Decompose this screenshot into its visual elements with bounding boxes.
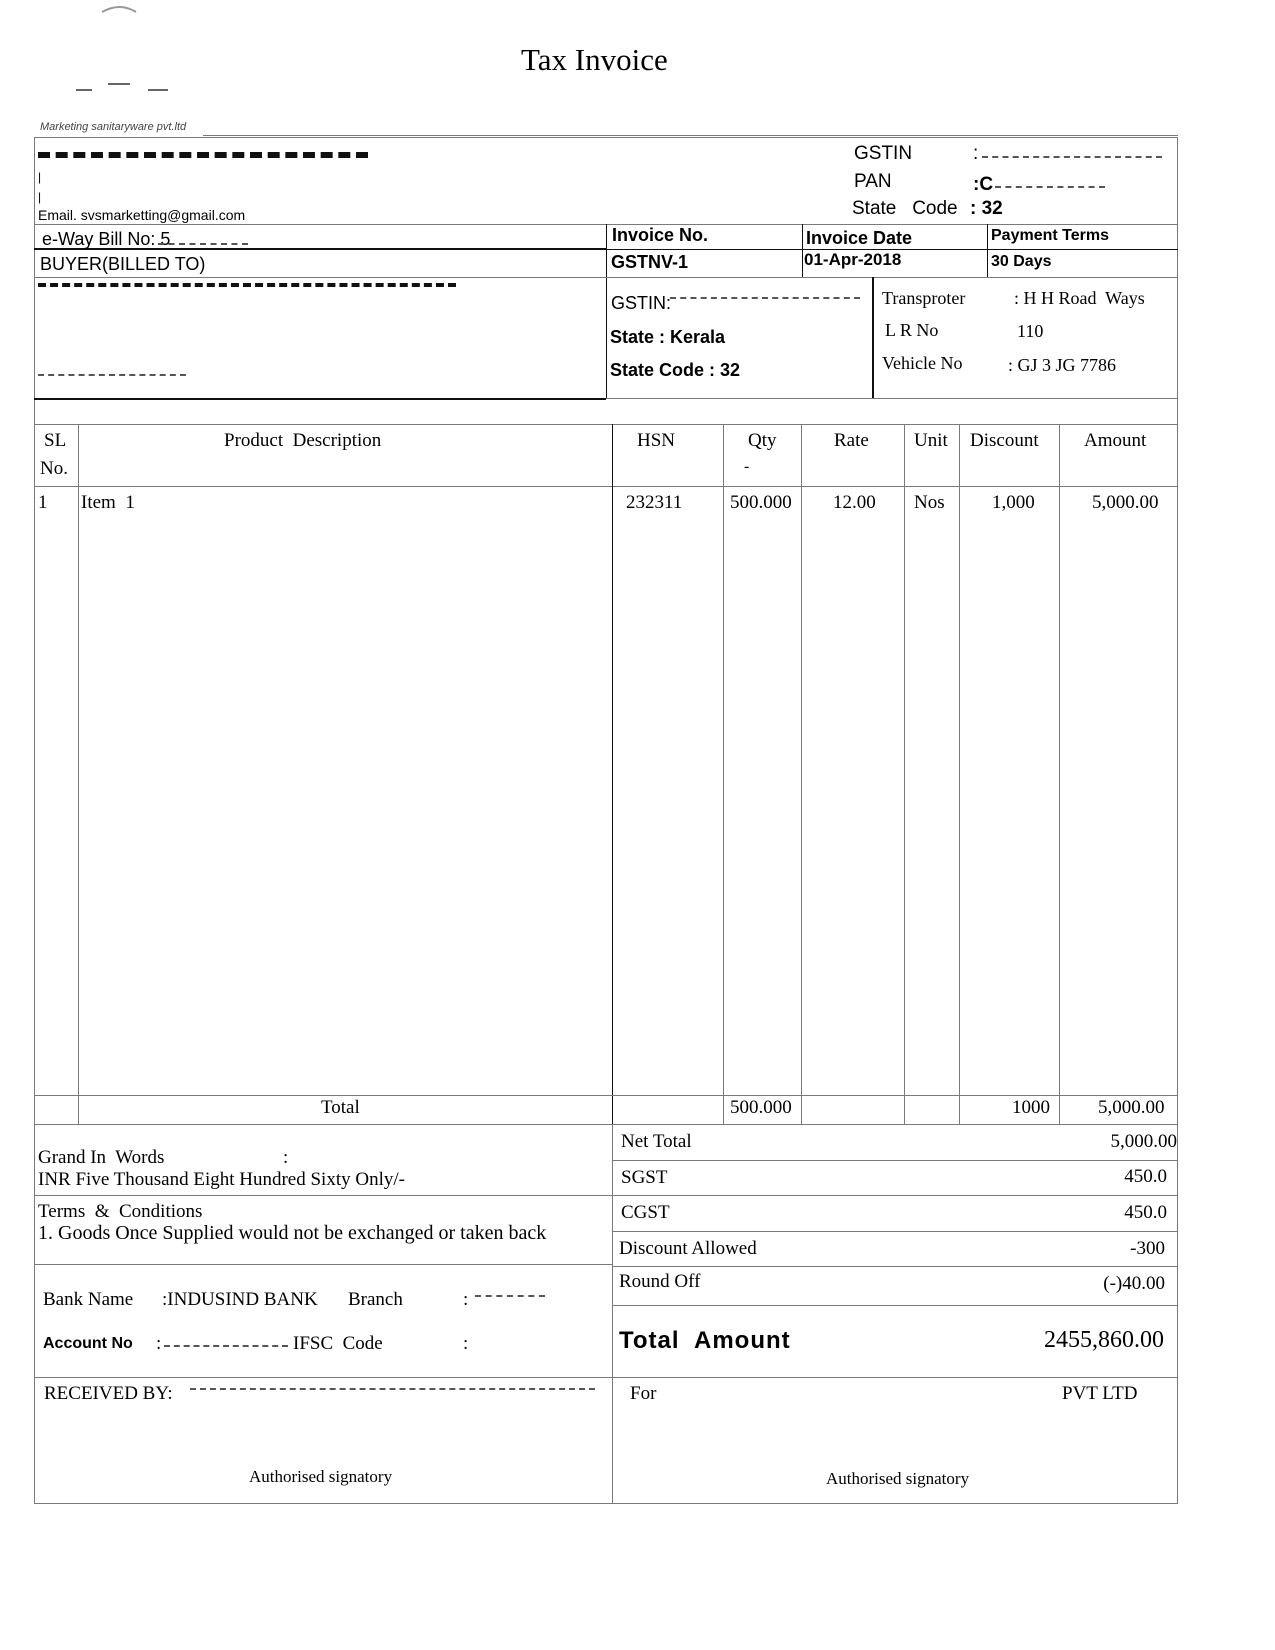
company-email: Email. svsmarketting@gmail.com	[38, 207, 246, 223]
row-sl: 1	[38, 492, 48, 513]
pan-value: :C	[973, 174, 994, 195]
sgst-label: SGST	[621, 1167, 668, 1188]
payment-terms-value: 30 Days	[991, 253, 1052, 270]
total-amount-value: 2455,860.00	[1044, 1327, 1164, 1353]
invoice-date-value: 01-Apr-2018	[804, 250, 902, 269]
grand-words-label: Grand In Words	[38, 1147, 165, 1168]
vehicle-no-label: Vehicle No	[882, 353, 963, 373]
company-tagline: Marketing sanitaryware pvt.ltd	[40, 121, 187, 133]
eway-bill-label: e-Way Bill No: 5	[42, 229, 171, 249]
net-total-label: Net Total	[621, 1131, 692, 1152]
branch-label: Branch	[348, 1289, 403, 1310]
items-table-top	[34, 424, 1178, 425]
col-qty: Qty	[748, 430, 777, 451]
round-off-value: (-)40.00	[1103, 1273, 1165, 1294]
row-qty: 500.000	[730, 492, 792, 513]
col-amount: Amount	[1084, 430, 1147, 451]
row-rate: 12.00	[833, 492, 876, 513]
state-code-value: : 32	[970, 198, 1003, 219]
buyer-state-code: State Code : 32	[610, 360, 741, 380]
account-no-value: :	[156, 1333, 162, 1354]
col-unit: Unit	[914, 430, 948, 451]
row-unit: Nos	[914, 492, 945, 513]
lr-no-value: 110	[1017, 321, 1044, 341]
account-no-label: Account No	[43, 1335, 133, 1352]
buyer-phone-redacted	[38, 374, 186, 376]
authorised-signatory-right: Authorised signatory	[826, 1469, 970, 1488]
buyer-state: State : Kerala	[610, 327, 726, 347]
terms-label: Terms & Conditions	[38, 1201, 203, 1222]
grand-words-colon: :	[283, 1147, 289, 1168]
bank-name-value: :INDUSIND BANK	[162, 1289, 318, 1310]
col-qty-dash: -	[744, 458, 750, 475]
header-top-border	[34, 137, 1178, 138]
for-label: For	[630, 1383, 657, 1404]
company-name-redacted	[38, 152, 368, 158]
grand-words-value: INR Five Thousand Eight Hundred Sixty Only/-	[38, 1169, 405, 1190]
bank-name-label: Bank Name	[43, 1289, 134, 1310]
col-rate: Rate	[834, 430, 869, 451]
total-qty: 500.000	[730, 1097, 792, 1118]
col-sl: SL	[44, 430, 67, 451]
received-by-label: RECEIVED BY:	[44, 1383, 173, 1404]
net-total-value: 5,000.00	[1110, 1131, 1177, 1152]
transporter-value: : H H Road Ways	[1014, 288, 1145, 308]
sgst-value: 450.0	[1124, 1166, 1167, 1187]
invoice-date-label: Invoice Date	[806, 228, 913, 248]
invoice-no-value: GSTNV-1	[611, 252, 689, 272]
page-title: Tax Invoice	[521, 42, 668, 77]
ifsc-label: IFSC Code	[293, 1333, 383, 1354]
vehicle-no-value: : GJ 3 JG 7786	[1008, 355, 1117, 375]
state-code-label: State Code	[852, 198, 958, 219]
payment-terms-label: Payment Terms	[991, 227, 1109, 244]
gstin-label: GSTIN	[854, 143, 913, 164]
branch-value: :	[463, 1289, 469, 1310]
cgst-value: 450.0	[1124, 1202, 1167, 1223]
round-off-label: Round Off	[619, 1271, 701, 1292]
gstin-value: :	[973, 143, 979, 164]
total-label: Total	[321, 1097, 360, 1118]
col-discount: Discount	[970, 430, 1039, 451]
authorised-signatory-left: Authorised signatory	[249, 1467, 393, 1486]
transporter-label: Transproter	[882, 288, 966, 308]
row-hsn: 232311	[626, 492, 683, 513]
row-description: Item 1	[81, 492, 135, 513]
discount-allowed-value: -300	[1130, 1238, 1165, 1259]
discount-allowed-label: Discount Allowed	[619, 1238, 757, 1259]
col-description: Product Description	[224, 430, 382, 451]
row-amount: 5,000.00	[1092, 492, 1159, 513]
cgst-label: CGST	[621, 1202, 670, 1223]
buyer-name-redacted	[38, 283, 456, 287]
lr-no-label: L R No	[885, 320, 939, 340]
company-address-line: |	[38, 170, 42, 184]
buyer-gstin-label: GSTIN:	[611, 293, 672, 313]
total-amount-label: Total Amount	[619, 1327, 791, 1354]
row-discount: 1,000	[992, 492, 1035, 513]
total-amount: 5,000.00	[1098, 1097, 1165, 1118]
total-discount: 1000	[1012, 1097, 1050, 1118]
col-sl-no: No.	[40, 458, 68, 479]
for-company-suffix: PVT LTD	[1062, 1383, 1138, 1404]
ifsc-value: :	[463, 1333, 469, 1354]
terms-line-1: 1. Goods Once Supplied would not be exchanged or taken back	[38, 1222, 547, 1244]
invoice-no-label: Invoice No.	[612, 225, 709, 245]
col-hsn: HSN	[637, 430, 676, 451]
pan-label: PAN	[854, 171, 892, 192]
company-logo	[68, 2, 178, 117]
buyer-heading: BUYER(BILLED TO)	[40, 254, 206, 274]
